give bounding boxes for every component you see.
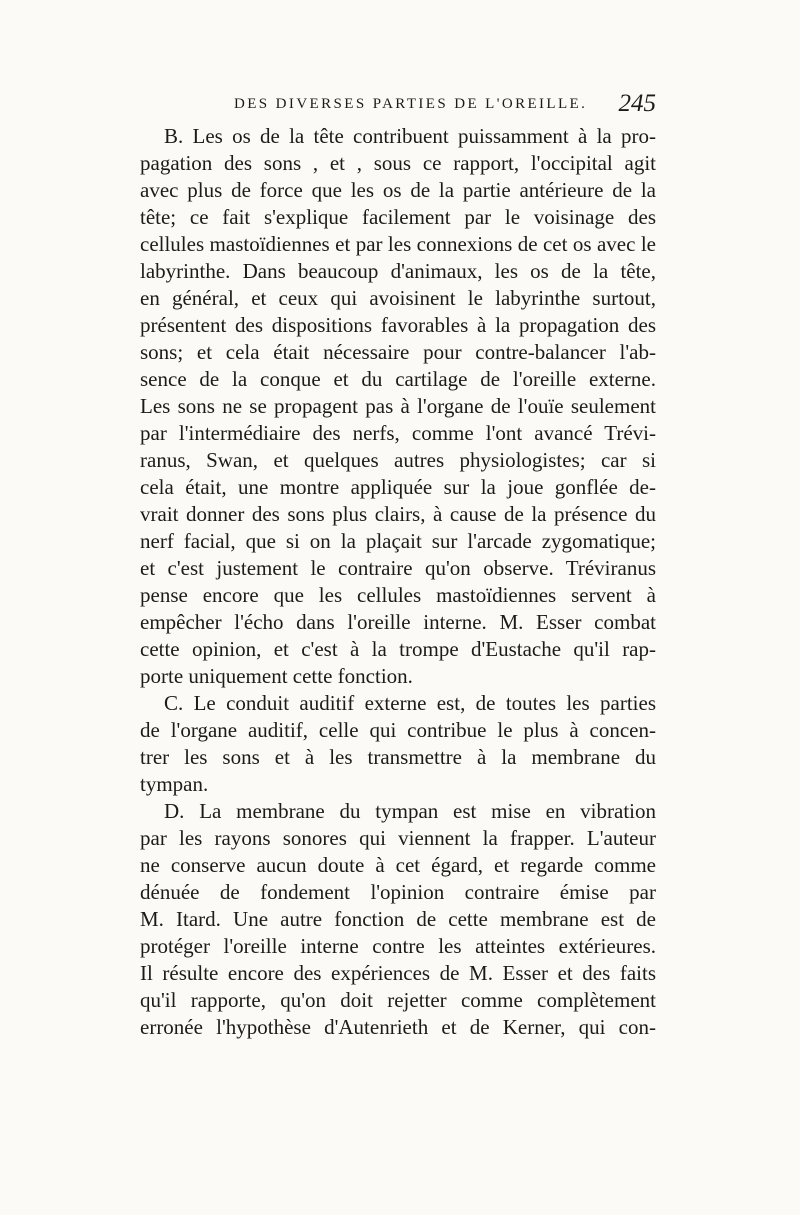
- text-line: Il résulte encore des expériences de M. Esser et des faits: [140, 961, 656, 985]
- text-line: labyrinthe. Dans beaucoup d'animaux, les os de la tête,: [140, 259, 656, 283]
- text-line: ne conserve aucun doute à cet égard, et regarde comme: [140, 853, 656, 877]
- page-header: [140, 90, 656, 122]
- text-line: empêcher l'écho dans l'oreille interne. M. Esser combat: [140, 610, 656, 634]
- text-line: vrait donner des sons plus clairs, à cause de la présence du: [140, 502, 656, 526]
- text-line: dénuée de fondement l'opinion contraire émise par: [140, 880, 656, 904]
- text-line: pagation des sons , et , sous ce rapport, l'occipital agit: [140, 151, 656, 175]
- running-title: DES DIVERSES PARTIES DE L'OREILLE.: [234, 96, 588, 112]
- text-line: erronée l'hypothèse d'Autenrieth et de Kerner, qui con-: [140, 1015, 656, 1039]
- text-line: présentent des dispositions favorables à la propagation des: [140, 313, 656, 337]
- text-line: en général, et ceux qui avoisinent le labyrinthe surtout,: [140, 286, 656, 310]
- text-line: par l'intermédiaire des nerfs, comme l'ont avancé Trévi-: [140, 421, 656, 445]
- text-line: par les rayons sonores qui viennent la frapper. L'auteur: [140, 826, 656, 850]
- text-line: C. Le conduit auditif externe est, de toutes les parties: [164, 691, 656, 715]
- text-line: avec plus de force que les os de la partie antérieure de la: [140, 178, 656, 202]
- text-line: pense encore que les cellules mastoïdiennes servent à: [140, 583, 656, 607]
- text-line: ranus, Swan, et quelques autres physiologistes; car si: [140, 448, 656, 472]
- body-text: [140, 123, 656, 1041]
- text-line: tympan.: [140, 772, 209, 796]
- text-line: qu'il rapporte, qu'on doit rejetter comme complètement: [140, 988, 656, 1012]
- text-line: porte uniquement cette fonction.: [140, 664, 413, 688]
- text-line: et c'est justement le contraire qu'on observe. Tréviranus: [140, 556, 656, 580]
- text-line: cette opinion, et c'est à la trompe d'Eustache qu'il rap-: [140, 637, 656, 661]
- text-line: sence de la conque et du cartilage de l'oreille externe.: [140, 367, 656, 391]
- text-line: trer les sons et à les transmettre à la membrane du: [140, 745, 656, 769]
- text-line: Les sons ne se propagent pas à l'organe de l'ouïe seulement: [140, 394, 656, 418]
- text-line: cellules mastoïdiennes et par les connexions de cet os avec le: [140, 232, 656, 256]
- text-line: B. Les os de la tête contribuent puissamment à la pro-: [164, 124, 656, 148]
- text-line: cela était, une montre appliquée sur la joue gonflée de-: [140, 475, 656, 499]
- text-line: tête; ce fait s'explique facilement par le voisinage des: [140, 205, 656, 229]
- text-line: M. Itard. Une autre fonction de cette membrane est de: [140, 907, 656, 931]
- text-line: protéger l'oreille interne contre les atteintes extérieures.: [140, 934, 656, 958]
- page-number: 245: [618, 90, 656, 117]
- text-line: nerf facial, que si on la plaçait sur l'arcade zygomatique;: [140, 529, 656, 553]
- text-line: sons; et cela était nécessaire pour contre-balancer l'ab-: [140, 340, 656, 364]
- text-line: de l'organe auditif, celle qui contribue le plus à concen-: [140, 718, 656, 742]
- text-line: D. La membrane du tympan est mise en vibration: [164, 799, 656, 823]
